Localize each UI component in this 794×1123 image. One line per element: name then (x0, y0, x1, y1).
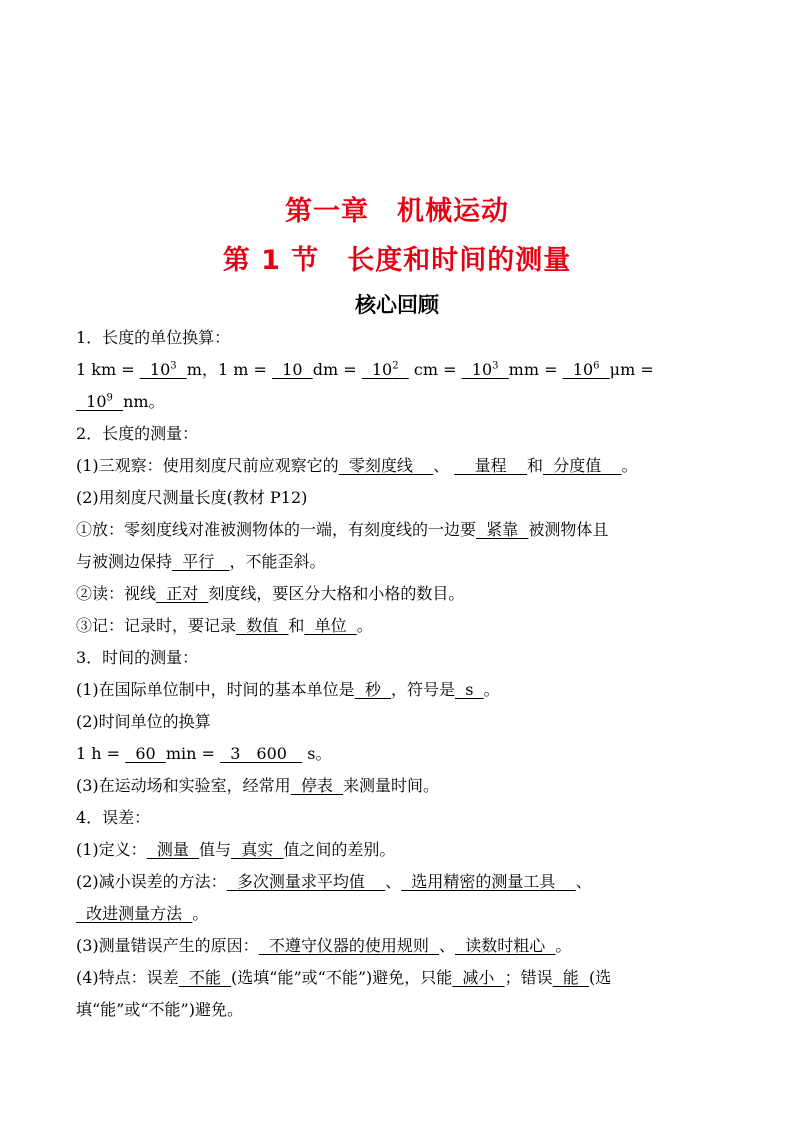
text: 值与 (199, 840, 232, 859)
q4-line6: 填“能”或“不能”)避免。 (76, 1000, 243, 1019)
answer-blank: $10^9$ (86, 392, 113, 411)
text: 1 km = (76, 360, 140, 379)
text: (4)特点：误差 (76, 968, 179, 987)
text: 被测物体且 (528, 520, 609, 539)
text: 与被测边保持 (76, 552, 173, 571)
answer-blank: 不能 (188, 968, 221, 987)
q2-line6 (76, 615, 726, 637)
answer-blank: s (465, 680, 474, 699)
text: (2)减小误差的方法： (76, 872, 227, 891)
text: 。 (555, 936, 572, 955)
q2-line2: (2)用刻度尺测量长度(教材 P12) (76, 488, 308, 507)
text: μm = (609, 360, 654, 379)
answer-blank: 零刻度线 (348, 456, 413, 475)
text: ，不能歪斜。 (229, 552, 326, 571)
text: 。 (356, 616, 373, 635)
answer-blank: 紧靠 (486, 520, 519, 539)
answer-blank: 读数时粗心 (465, 936, 546, 955)
answer-blank: 量程 (474, 456, 507, 475)
text: cm = (413, 360, 462, 379)
q4-line5 (76, 967, 726, 989)
text: 。 (621, 456, 638, 475)
answer-blank: 不遵守仪器的使用规则 (268, 936, 429, 955)
text: ②读：视线 (76, 584, 157, 603)
text: ①放：零刻度线对准被测物体的一端，有刻度线的一边要 (76, 520, 477, 539)
answer-blank: $10^3$ (149, 360, 177, 379)
q3-line3 (76, 743, 726, 765)
answer-blank: 测量 (156, 840, 189, 859)
answer-blank: 多次测量求平均值 (236, 872, 365, 891)
text: ；错误 (504, 968, 553, 987)
q3-line2: (2)时间单位的换算 (76, 712, 211, 731)
q2-heading: 2．长度的测量： (76, 424, 199, 443)
answer-blank: 10 (282, 360, 303, 379)
answer-blank: 数值 (246, 616, 279, 635)
q4-heading: 4．误差： (76, 808, 151, 827)
answer-blank: 正对 (166, 584, 199, 603)
text: (1)在国际单位制中，时间的基本单位是 (76, 680, 355, 699)
text: (3)测量错误产生的原因： (76, 936, 259, 955)
chapter-title: 第一章 机械运动 (285, 196, 509, 227)
section-title: 第 1 节 长度和时间的测量 (222, 245, 572, 276)
q4-line1 (76, 839, 726, 861)
q2-line5 (76, 583, 726, 605)
text: 。 (192, 904, 209, 923)
text: 、 (385, 872, 402, 891)
q2-line1 (76, 455, 726, 477)
q2-line4 (76, 551, 726, 573)
text: mm = (508, 360, 563, 379)
text: 和 (527, 456, 544, 475)
answer-blank: $10^3$ (471, 360, 499, 379)
text: (选填“能”或“不能”)避免，只能 (231, 968, 453, 987)
q3-line1 (76, 679, 726, 701)
text: (选 (588, 968, 612, 987)
text: 、 (575, 872, 592, 891)
q3-heading: 3．时间的测量： (76, 648, 199, 667)
text: (1)三观察：使用刻度尺前应观察它的 (76, 456, 339, 475)
answer-blank: 秒 (364, 680, 381, 699)
answer-blank: $10^6$ (572, 360, 600, 379)
text: (3)在运动场和实验室，经常用 (76, 776, 291, 795)
answer-blank: 减小 (462, 968, 495, 987)
section-subtitle: 核心回顾 (355, 293, 439, 317)
text: s。 (307, 744, 332, 763)
text: min = (165, 744, 221, 763)
answer-blank: 分度值 (553, 456, 602, 475)
text: ，符号是 (391, 680, 456, 699)
text: (1)定义： (76, 840, 147, 859)
answer-blank: 60 (135, 744, 156, 763)
text: 、 (433, 456, 450, 475)
answer-blank: 平行 (182, 552, 215, 571)
answer-blank: 停表 (300, 776, 333, 795)
answer-blank: 选用精密的测量工具 (411, 872, 556, 891)
text: 1 h = (76, 744, 126, 763)
text: 。 (483, 680, 500, 699)
answer-blank: $10^2$ (371, 360, 399, 379)
q1-heading: 1．长度的单位换算： (76, 328, 231, 347)
text: ③记：记录时，要记录 (76, 616, 237, 635)
text: 、 (439, 936, 456, 955)
answer-blank: 能 (562, 968, 579, 987)
text: nm。 (123, 392, 165, 411)
q4-line4 (76, 935, 726, 957)
q4-line3 (76, 903, 726, 925)
q2-line3 (76, 519, 726, 541)
q1-line2 (76, 391, 726, 413)
text: 和 (288, 616, 305, 635)
text: 来测量时间。 (343, 776, 440, 795)
q1-line1 (76, 359, 726, 381)
answer-blank: 3 600 (230, 744, 287, 763)
text: 刻度线，要区分大格和小格的数目。 (208, 584, 465, 603)
text: 值之间的差别。 (283, 840, 396, 859)
answer-blank: 真实 (241, 840, 274, 859)
q3-line4 (76, 775, 726, 797)
answer-blank: 改进测量方法 (86, 904, 183, 923)
q4-line2 (76, 871, 726, 893)
text: m，1 m = (186, 360, 272, 379)
text: dm = (312, 360, 362, 379)
answer-blank: 单位 (314, 616, 347, 635)
